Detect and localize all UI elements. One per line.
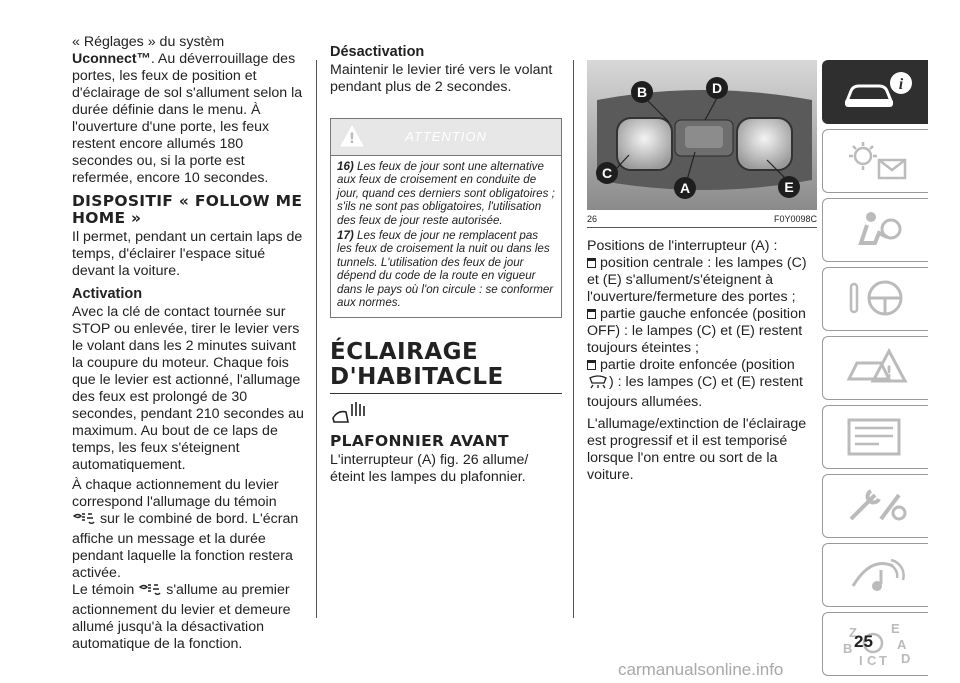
interior-light-icon [330, 400, 562, 431]
note-17: 17) Les feux de jour ne remplacent pas les feux de croisement la nuit ou dans les tunnels. L'utilisation des feux de jour dépend du code de la route en vigueur dans le pays où l'on circule : se conformer aux normes. [337, 229, 554, 310]
warning-road-icon [841, 345, 917, 391]
follow-me-home-paragraph: Il permet, pendant un certain laps de temps, d'éclairer l'espace situé devant la voiture. [72, 229, 303, 279]
watermark: carmanualsonline.info [618, 660, 784, 679]
index-letter: B [843, 641, 853, 656]
attention-box [330, 118, 562, 318]
car-info-icon [841, 69, 917, 115]
index-letter: C [867, 653, 877, 667]
chapter-tabs [822, 60, 928, 681]
indicator-paragraph: À chaque actionnement du levier correspond l'allumage du témoin sur le combiné de bord. L'écran affiche un message et la durée pendant laquelle la fonction restera activée. [72, 477, 299, 581]
bullet-icon [587, 360, 596, 370]
tab-car-info[interactable] [822, 60, 928, 124]
dashboard-lights-icon [841, 138, 917, 184]
figure-number: 26 [587, 214, 598, 224]
label-a: A [679, 180, 691, 196]
deactivation-heading: Désactivation [330, 44, 425, 60]
index-letter: Z [849, 625, 857, 640]
follow-me-home-heading: DISPOSITIF « FOLLOW ME HOME » [72, 192, 303, 227]
position-bullet-2: partie gauche enfoncée (position OFF) : le lampes (C) et (E) restent toujours éteintes ; [587, 306, 806, 356]
label-e: E [784, 179, 794, 195]
column-2 [330, 34, 562, 486]
page-number: 25 [854, 632, 873, 651]
tab-index[interactable] [822, 612, 928, 676]
tab-safety[interactable] [822, 198, 928, 262]
column-divider [316, 60, 317, 618]
activation-paragraph: Avec la clé de contact tournée sur STOP ou enlevée, tirer le levier vers le volant dans les 2 minutes suivant la coupure du moteur. Chaque fois que le levier est actionné, l'allumage des feux est prolongé de 30 secondes, pendant 210 secondes au maximum. Au bout de ce laps de temps, les feux s'éteignent automatiquement. [72, 304, 304, 473]
follow-me-home-icon [72, 512, 96, 531]
front-ceiling-light-paragraph: L'interrupteur (A) fig. 26 allume/éteint les lampes du plafonnier. [330, 452, 529, 486]
attention-title: ATTENTION [405, 129, 487, 144]
tab-dashboard-lights[interactable] [822, 129, 928, 193]
indicator-paragraph-2: Le témoin s'allume au premier actionnement du levier et demeure allumé jusqu'à la désactivation automatique de la fonction. [72, 582, 291, 652]
intro-paragraph: « Réglages » du systèm Uconnect™. Au déverrouillage des portes, les feux de position et d'éclairage de sol s'allument selon la durée définie dans le menu. À l'ouverture d'une porte, les feux restent encore allumés 180 secondes ou, si la porte est refermée, encore 10 secondes. [72, 34, 303, 186]
maintenance-screen-icon [841, 414, 917, 460]
tab-warning[interactable] [822, 336, 928, 400]
figure-code: F0Y0098C [773, 214, 817, 224]
tab-driving[interactable] [822, 267, 928, 331]
note-16: 16) Les feux de jour sont une alternative aux feux de croisement en conduite de jour, quand ces derniers sont obligatoires ; s'ils ne sont pas obligatoires, l'utilisation des feux de jour reste autorisée. [337, 160, 555, 227]
positions-intro: Positions de l'interrupteur (A) : [587, 238, 778, 254]
tab-multimedia[interactable] [822, 543, 928, 607]
index-letter: D [901, 651, 911, 666]
tab-technical-data[interactable] [822, 474, 928, 538]
label-c: C [601, 165, 613, 181]
tab-maintenance[interactable] [822, 405, 928, 469]
ceiling-light-on-icon [587, 375, 609, 394]
column-3 [587, 60, 817, 484]
technical-data-icon [841, 483, 917, 529]
index-letter: I [859, 653, 863, 667]
front-ceiling-light-heading: PLAFONNIER AVANT [330, 432, 509, 451]
attention-body [331, 156, 561, 317]
index-letter: T [879, 653, 887, 667]
label-d: D [711, 80, 723, 96]
position-bullet-1: position centrale : les lampes (C) et (E) s'allument/s'éteignent à l'ouverture/fermeture des portes ; [587, 255, 807, 305]
index-letter: E [891, 621, 900, 636]
activation-heading: Activation [72, 286, 143, 302]
bullet-icon [587, 309, 596, 319]
index-letter: A [897, 637, 907, 652]
svg-text:!: ! [885, 362, 893, 381]
figure-caption [587, 214, 817, 228]
driving-steering-icon [841, 276, 917, 322]
label-b: B [636, 84, 648, 100]
svg-text:i: i [898, 76, 904, 93]
bullet-icon [587, 258, 596, 268]
position-bullet-3: partie droite enfoncée (position ) : les lampes (C) et (E) restent toujours allumées. [587, 357, 803, 410]
ceiling-light-photo [587, 60, 817, 210]
section-title: ÉCLAIRAGE D'HABITACLE [330, 339, 504, 391]
safety-airbag-icon [841, 207, 917, 253]
uconnect-brand: Uconnect™ [72, 51, 151, 67]
deactivation-paragraph: Maintenir le levier tiré vers le volant pendant plus de 2 secondes. [330, 62, 553, 95]
attention-header [331, 119, 561, 156]
column-1 [72, 34, 304, 653]
title-rule [330, 393, 562, 394]
column-divider [573, 60, 574, 618]
index-alphabet-icon [841, 621, 917, 667]
multimedia-icon [841, 552, 917, 598]
svg-text:!: ! [348, 131, 356, 147]
progressive-lighting-paragraph: L'allumage/extinction de l'éclairage est progressif et il est temporisé lorsque l'on entre ou sort de la voiture. [587, 416, 807, 483]
follow-me-home-icon [138, 583, 162, 602]
